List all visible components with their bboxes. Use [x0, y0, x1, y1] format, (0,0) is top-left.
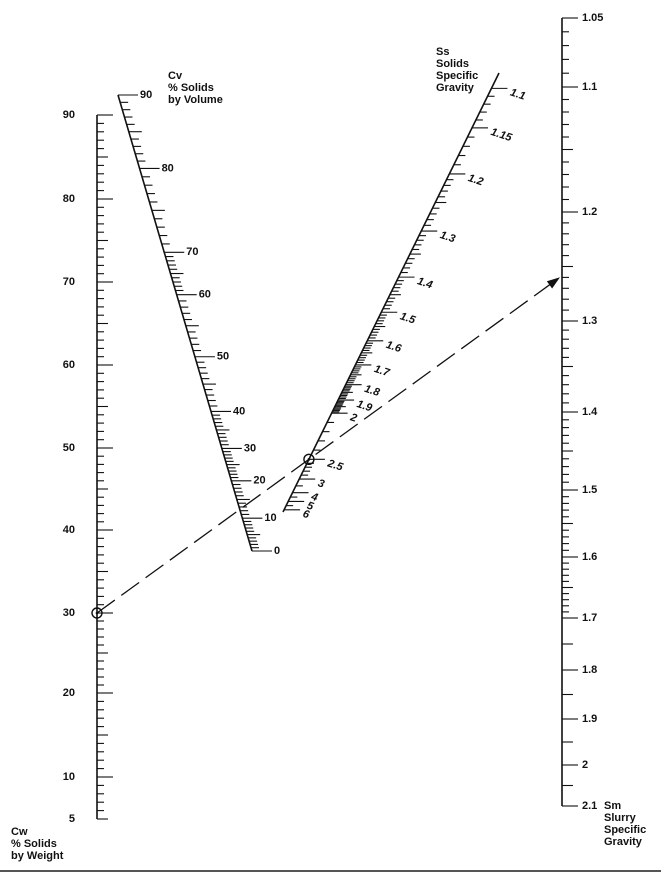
cv-title-line: Cv [168, 70, 183, 82]
sm-tick-label: 2.1 [582, 799, 598, 812]
ss-tick-label: 1.1 [508, 86, 527, 103]
cw-scale-title [11, 826, 63, 862]
cv-title-line: by Volume [168, 94, 223, 106]
cw-title-line: % Solids [11, 838, 57, 850]
cv-title-line: % Solids [168, 82, 214, 94]
ss-tick-label: 1.4 [415, 275, 434, 292]
sm-tick-label: 1.3 [582, 314, 598, 327]
cw-tick-label: 70 [62, 275, 75, 288]
ss-tick-label: 2.5 [326, 457, 345, 474]
example-ss-point-dot [308, 458, 311, 461]
sm-tick-label: 1.4 [582, 405, 598, 418]
cv-scale-title [168, 70, 223, 106]
cv-tick-label: 0 [274, 544, 281, 557]
ss-tick-label: 2 [348, 411, 359, 425]
cw-title-line: by Weight [11, 850, 64, 862]
cw-tick-label: 50 [62, 441, 75, 454]
ss-scale-title [436, 46, 478, 94]
cv-tick-label: 30 [243, 442, 257, 455]
ss-tick-label: 1.7 [372, 363, 391, 380]
cv-tick-label: 60 [198, 288, 211, 301]
ss-tick-label: 5 [305, 499, 315, 513]
ss-tick-label: 1.3 [438, 229, 457, 246]
sm-tick-label: 1.2 [582, 205, 598, 218]
ss-tick-label: 1.9 [355, 398, 374, 415]
sm-tick-label: 1.6 [582, 550, 598, 563]
ss-tick-label: 6 [301, 508, 311, 522]
cw-tick-label: 40 [62, 523, 75, 536]
sm-title-line: Gravity [604, 836, 642, 848]
cv-tick-label: 70 [186, 246, 199, 259]
cv-tick-label: 80 [161, 162, 174, 175]
bottom-rule [0, 870, 661, 872]
cw-tick-label: 30 [62, 606, 75, 619]
ss-axis-line [283, 73, 499, 512]
sm-title-line: Specific [604, 824, 647, 836]
ss-title-line: Ss [436, 46, 450, 58]
ss-tick-label: 1.2 [466, 172, 485, 189]
ss-title-line: Gravity [436, 82, 474, 94]
ss-tick-label: 4 [309, 490, 320, 505]
ss-tick-label: 1.6 [384, 338, 403, 356]
sm-tick-label: 1.1 [582, 80, 598, 93]
scale-labels [63, 12, 604, 825]
sm-title-line: Sm [604, 800, 622, 812]
sm-scale-title [604, 800, 646, 848]
example-dashed-line [97, 280, 556, 613]
ss-tick-label: 1.8 [362, 382, 382, 400]
cw-tick-label: 20 [62, 686, 75, 699]
cw-title-line: Cw [11, 826, 28, 838]
cw-tick-label: 90 [62, 108, 75, 121]
sm-tick-label: 1.8 [582, 663, 598, 676]
sm-tick-label: 2 [582, 758, 589, 771]
sm-tick-label: 1.7 [582, 611, 598, 624]
cv-tick-label: 10 [264, 512, 277, 525]
ss-title-line: Solids [436, 58, 470, 70]
cv-tick-label: 90 [140, 88, 153, 101]
cw-tick-label: 10 [62, 770, 75, 783]
sm-tick-label: 1.5 [582, 483, 598, 496]
ss-title-line: Specific [436, 70, 479, 82]
cw-tick-label: 60 [62, 358, 75, 371]
ss-tick-label: 3 [316, 477, 326, 491]
ss-tick-label: 1.5 [398, 310, 417, 327]
ss-tick-label: 1.15 [489, 126, 514, 145]
cv-tick-label: 40 [232, 405, 246, 418]
sm-title-line: Slurry [604, 812, 636, 824]
example-construction [92, 277, 560, 618]
cw-tick-label: 5 [68, 812, 75, 825]
example-arrowhead [547, 277, 560, 288]
example-cw-point-dot [96, 612, 99, 615]
sm-tick-label: 1.05 [582, 11, 604, 24]
cv-axis-line [118, 95, 252, 551]
sm-tick-label: 1.9 [582, 712, 598, 725]
cv-tick-label: 20 [253, 474, 266, 487]
cw-tick-label: 80 [62, 192, 75, 205]
cv-tick-label: 50 [216, 350, 230, 363]
